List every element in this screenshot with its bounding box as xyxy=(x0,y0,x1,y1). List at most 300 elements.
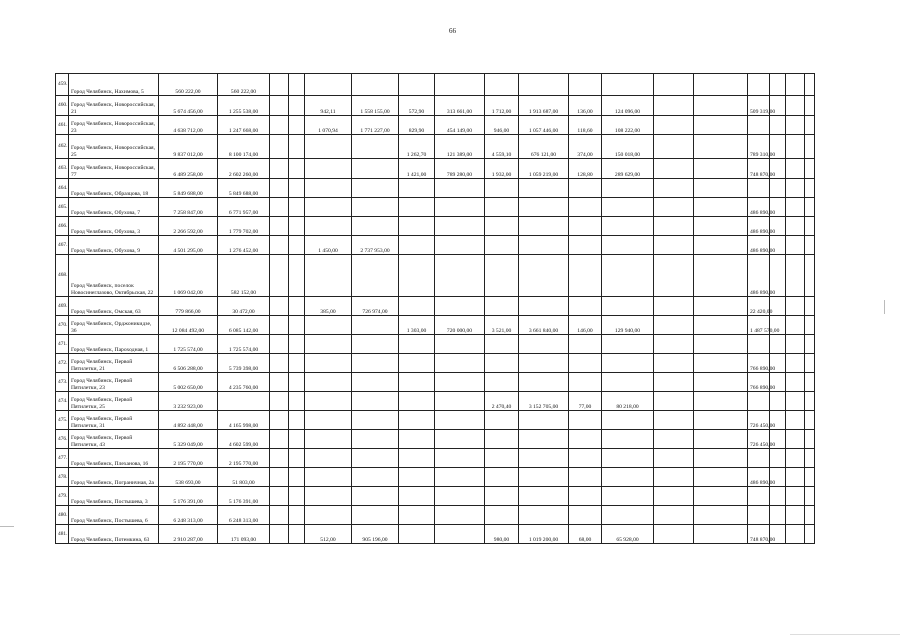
value-cell xyxy=(786,236,805,255)
value-cell: 7 258 847,00 xyxy=(159,198,218,217)
value-cell xyxy=(435,411,485,430)
value-cell xyxy=(352,411,399,430)
value-cell xyxy=(270,316,289,335)
value-cell xyxy=(770,335,786,354)
value-cell: 129 940,00 xyxy=(602,316,654,335)
value-cell: 22 420,00 xyxy=(748,297,770,316)
address-cell: Город Челябинск, Первой Пятилетки, 43 xyxy=(69,430,159,449)
value-cell xyxy=(435,392,485,411)
value-cell: 1 019 200,00 xyxy=(519,525,569,544)
value-cell xyxy=(602,236,654,255)
value-cell xyxy=(435,255,485,297)
value-cell: 4 165 998,00 xyxy=(218,411,270,430)
value-cell: 905 196,00 xyxy=(352,525,399,544)
value-cell xyxy=(654,506,694,525)
value-cell xyxy=(289,335,305,354)
value-cell xyxy=(569,354,602,373)
value-cell xyxy=(654,411,694,430)
value-cell xyxy=(602,217,654,236)
value-cell xyxy=(786,316,805,335)
value-cell xyxy=(289,74,305,96)
value-cell: 118,60 xyxy=(569,116,602,135)
value-cell xyxy=(654,96,694,116)
value-cell: 1 255 538,00 xyxy=(218,96,270,116)
value-cell: 1 247 668,00 xyxy=(218,116,270,135)
value-cell xyxy=(694,506,748,525)
value-cell xyxy=(519,487,569,506)
value-cell: 486 890,00 xyxy=(748,255,770,297)
value-cell: 454 149,00 xyxy=(435,116,485,135)
value-cell xyxy=(654,392,694,411)
value-cell xyxy=(352,449,399,468)
value-cell xyxy=(694,297,748,316)
value-cell xyxy=(435,373,485,392)
value-cell xyxy=(654,468,694,487)
value-cell xyxy=(694,116,748,135)
value-cell xyxy=(352,198,399,217)
table-row xyxy=(56,198,815,217)
value-cell xyxy=(805,255,815,297)
value-cell xyxy=(352,135,399,159)
address-cell: Город Челябинск, Первой Пятилетки, 23 xyxy=(69,373,159,392)
value-cell xyxy=(352,74,399,96)
value-cell xyxy=(805,525,815,544)
value-cell xyxy=(654,525,694,544)
row-number: 464. xyxy=(56,179,69,198)
value-cell xyxy=(485,430,519,449)
scan-margin-mark xyxy=(0,526,14,527)
value-cell: 538 693,00 xyxy=(159,468,218,487)
value-cell xyxy=(352,217,399,236)
value-cell xyxy=(519,373,569,392)
value-cell xyxy=(289,316,305,335)
value-cell xyxy=(485,179,519,198)
value-cell xyxy=(270,297,289,316)
value-cell xyxy=(305,159,352,179)
value-cell: 1 276 452,00 xyxy=(218,236,270,255)
value-cell xyxy=(786,506,805,525)
value-cell xyxy=(289,354,305,373)
value-cell xyxy=(485,297,519,316)
value-cell xyxy=(399,506,435,525)
value-cell xyxy=(519,468,569,487)
table-row xyxy=(56,179,815,198)
value-cell xyxy=(399,255,435,297)
value-cell xyxy=(786,159,805,179)
value-cell xyxy=(748,74,770,96)
address-cell: Город Челябинск, Постышева, 3 xyxy=(69,487,159,506)
value-cell: 1 558 155,00 xyxy=(352,96,399,116)
value-cell xyxy=(519,449,569,468)
value-cell xyxy=(654,373,694,392)
value-cell: 1 913 687,00 xyxy=(519,96,569,116)
value-cell xyxy=(786,392,805,411)
value-cell xyxy=(786,297,805,316)
value-cell xyxy=(602,449,654,468)
value-cell xyxy=(399,236,435,255)
value-cell: 980,00 xyxy=(485,525,519,544)
value-cell xyxy=(305,411,352,430)
value-cell xyxy=(654,297,694,316)
value-cell xyxy=(694,430,748,449)
table-row xyxy=(56,217,815,236)
value-cell xyxy=(289,217,305,236)
value-cell xyxy=(305,316,352,335)
value-cell xyxy=(694,159,748,179)
address-cell: Город Челябинск, Пароходная, 1 xyxy=(69,335,159,354)
value-cell xyxy=(805,74,815,96)
table-row xyxy=(56,373,815,392)
value-cell xyxy=(748,506,770,525)
row-number: 462. xyxy=(56,135,69,159)
value-cell xyxy=(519,179,569,198)
value-cell xyxy=(748,449,770,468)
row-number: 472. xyxy=(56,354,69,373)
value-cell: 1 069 042,00 xyxy=(159,255,218,297)
value-cell: 5 739 398,00 xyxy=(218,354,270,373)
value-cell xyxy=(270,506,289,525)
row-number: 479. xyxy=(56,487,69,506)
value-cell xyxy=(485,373,519,392)
register-table xyxy=(55,73,815,544)
value-cell xyxy=(805,354,815,373)
value-cell xyxy=(305,74,352,96)
value-cell xyxy=(786,449,805,468)
row-number: 477. xyxy=(56,449,69,468)
table-row xyxy=(56,74,815,96)
value-cell: 789 310,00 xyxy=(748,135,770,159)
value-cell: 4 602 599,00 xyxy=(218,430,270,449)
value-cell xyxy=(569,255,602,297)
value-cell: 5 176 391,00 xyxy=(218,487,270,506)
value-cell: 2 266 592,00 xyxy=(159,217,218,236)
value-cell xyxy=(694,236,748,255)
value-cell xyxy=(399,411,435,430)
value-cell: 1 725 574,00 xyxy=(218,335,270,354)
value-cell xyxy=(569,430,602,449)
value-cell xyxy=(748,179,770,198)
value-cell: 1 421,00 xyxy=(399,159,435,179)
value-cell xyxy=(805,430,815,449)
value-cell xyxy=(694,392,748,411)
value-cell: 2 195 770,00 xyxy=(159,449,218,468)
value-cell xyxy=(694,198,748,217)
value-cell: 1 932,00 xyxy=(485,159,519,179)
value-cell xyxy=(289,255,305,297)
value-cell: 150 018,00 xyxy=(602,135,654,159)
value-cell xyxy=(485,236,519,255)
value-cell xyxy=(569,468,602,487)
address-cell: Город Челябинск, Обухова, 3 xyxy=(69,217,159,236)
value-cell: 486 890,00 xyxy=(748,236,770,255)
value-cell xyxy=(399,392,435,411)
value-cell xyxy=(435,449,485,468)
value-cell: 2 470,40 xyxy=(485,392,519,411)
value-cell xyxy=(694,373,748,392)
value-cell: 4 892 448,00 xyxy=(159,411,218,430)
value-cell xyxy=(602,297,654,316)
value-cell xyxy=(654,236,694,255)
value-cell xyxy=(399,449,435,468)
value-cell xyxy=(654,354,694,373)
value-cell xyxy=(602,255,654,297)
value-cell xyxy=(654,430,694,449)
scan-margin-mark xyxy=(884,300,885,314)
value-cell: 77,00 xyxy=(569,392,602,411)
value-cell xyxy=(786,96,805,116)
value-cell: 171 093,00 xyxy=(218,525,270,544)
value-cell: 289 629,00 xyxy=(602,159,654,179)
value-cell xyxy=(435,217,485,236)
value-cell xyxy=(694,411,748,430)
value-cell xyxy=(569,373,602,392)
value-cell xyxy=(289,135,305,159)
value-cell xyxy=(805,217,815,236)
value-cell xyxy=(748,116,770,135)
value-cell: 4 638 712,00 xyxy=(159,116,218,135)
address-cell: Город Челябинск, Новороссийская, 25 xyxy=(69,135,159,159)
value-cell xyxy=(305,449,352,468)
value-cell: 4 559,10 xyxy=(485,135,519,159)
value-cell xyxy=(435,430,485,449)
value-cell xyxy=(569,217,602,236)
table-row xyxy=(56,411,815,430)
address-cell: Город Челябинск, Новороссийская, 77 xyxy=(69,159,159,179)
value-cell xyxy=(654,198,694,217)
address-cell: Город Челябинск, Орджоникидзе, 36 xyxy=(69,316,159,335)
value-cell: 313 661,00 xyxy=(435,96,485,116)
value-cell xyxy=(654,74,694,96)
value-cell xyxy=(435,179,485,198)
address-cell: Город Челябинск, Первой Пятилетки, 21 xyxy=(69,354,159,373)
value-cell xyxy=(602,373,654,392)
value-cell xyxy=(352,159,399,179)
value-cell xyxy=(289,116,305,135)
row-number: 460. xyxy=(56,96,69,116)
value-cell xyxy=(435,236,485,255)
table-row xyxy=(56,297,815,316)
value-cell xyxy=(654,449,694,468)
value-cell: 5 849 688,00 xyxy=(218,179,270,198)
value-cell: 560 222,00 xyxy=(218,74,270,96)
value-cell: 1 450,00 xyxy=(305,236,352,255)
address-cell: Город Челябинск, Первой Пятилетки, 25 xyxy=(69,392,159,411)
value-cell xyxy=(694,525,748,544)
value-cell xyxy=(602,506,654,525)
value-cell: 6 489 258,00 xyxy=(159,159,218,179)
value-cell: 51 803,00 xyxy=(218,468,270,487)
value-cell xyxy=(694,179,748,198)
value-cell: 128,80 xyxy=(569,159,602,179)
value-cell xyxy=(399,468,435,487)
value-cell: 726 450,00 xyxy=(748,430,770,449)
value-cell xyxy=(786,179,805,198)
value-cell xyxy=(305,487,352,506)
value-cell xyxy=(289,373,305,392)
value-cell xyxy=(569,74,602,96)
row-number: 469. xyxy=(56,297,69,316)
value-cell xyxy=(569,335,602,354)
value-cell xyxy=(786,525,805,544)
value-cell xyxy=(786,373,805,392)
table-row xyxy=(56,487,815,506)
value-cell xyxy=(602,411,654,430)
value-cell xyxy=(289,430,305,449)
value-cell xyxy=(770,116,786,135)
value-cell xyxy=(519,354,569,373)
value-cell xyxy=(485,217,519,236)
value-cell xyxy=(786,74,805,96)
value-cell xyxy=(435,468,485,487)
value-cell: 3 521,00 xyxy=(485,316,519,335)
value-cell xyxy=(270,335,289,354)
value-cell xyxy=(519,217,569,236)
row-number: 481. xyxy=(56,525,69,544)
value-cell xyxy=(786,468,805,487)
table-row xyxy=(56,159,815,179)
value-cell: 946,00 xyxy=(485,116,519,135)
table-row xyxy=(56,236,815,255)
value-cell xyxy=(305,335,352,354)
value-cell xyxy=(305,198,352,217)
value-cell xyxy=(270,373,289,392)
value-cell xyxy=(805,373,815,392)
value-cell xyxy=(485,198,519,217)
value-cell xyxy=(569,449,602,468)
value-cell: 1 487 570,00 xyxy=(748,316,770,335)
value-cell xyxy=(654,335,694,354)
value-cell xyxy=(602,335,654,354)
value-cell xyxy=(289,468,305,487)
value-cell xyxy=(270,392,289,411)
table-row xyxy=(56,430,815,449)
value-cell xyxy=(435,487,485,506)
value-cell xyxy=(352,335,399,354)
table-row xyxy=(56,354,815,373)
value-cell xyxy=(270,487,289,506)
value-cell xyxy=(786,255,805,297)
value-cell xyxy=(399,217,435,236)
value-cell xyxy=(352,392,399,411)
row-number: 476. xyxy=(56,430,69,449)
value-cell xyxy=(305,430,352,449)
value-cell xyxy=(602,354,654,373)
value-cell xyxy=(805,135,815,159)
value-cell xyxy=(435,354,485,373)
address-cell: Город Челябинск, поселок Новосинеглазово, Октябрьская, 22 xyxy=(69,255,159,297)
value-cell xyxy=(805,96,815,116)
value-cell: 1 303,00 xyxy=(399,316,435,335)
value-cell xyxy=(289,506,305,525)
value-cell xyxy=(602,487,654,506)
value-cell xyxy=(805,179,815,198)
value-cell xyxy=(654,487,694,506)
value-cell: 2 602 260,00 xyxy=(218,159,270,179)
value-cell xyxy=(270,96,289,116)
value-cell: 2 910 287,00 xyxy=(159,525,218,544)
value-cell xyxy=(270,135,289,159)
value-cell xyxy=(305,135,352,159)
value-cell xyxy=(485,487,519,506)
value-cell xyxy=(270,525,289,544)
value-cell: 676 121,00 xyxy=(519,135,569,159)
value-cell: 121 389,00 xyxy=(435,135,485,159)
value-cell: 726 974,00 xyxy=(352,297,399,316)
address-cell: Город Челябинск, Пограничная, 2а xyxy=(69,468,159,487)
row-number: 480. xyxy=(56,506,69,525)
row-number: 474. xyxy=(56,392,69,411)
value-cell xyxy=(399,74,435,96)
value-cell xyxy=(786,135,805,159)
value-cell xyxy=(805,468,815,487)
value-cell: 726 450,00 xyxy=(748,411,770,430)
value-cell xyxy=(270,468,289,487)
value-cell xyxy=(352,487,399,506)
value-cell: 6 248 313,00 xyxy=(159,506,218,525)
value-cell xyxy=(218,392,270,411)
value-cell xyxy=(694,316,748,335)
value-cell: 2 195 770,00 xyxy=(218,449,270,468)
value-cell xyxy=(805,335,815,354)
address-cell: Город Челябинск, Плеханова, 16 xyxy=(69,449,159,468)
address-cell: Город Челябинск, Постышева, 6 xyxy=(69,506,159,525)
value-cell xyxy=(399,354,435,373)
value-cell: 572,90 xyxy=(399,96,435,116)
page-number: 66 xyxy=(449,27,456,35)
value-cell: 6 085 142,00 xyxy=(218,316,270,335)
value-cell xyxy=(485,74,519,96)
value-cell xyxy=(786,335,805,354)
row-number: 463. xyxy=(56,159,69,179)
value-cell xyxy=(805,316,815,335)
value-cell xyxy=(805,411,815,430)
value-cell xyxy=(569,487,602,506)
value-cell: 1 059 219,00 xyxy=(519,159,569,179)
value-cell xyxy=(654,116,694,135)
value-cell xyxy=(569,236,602,255)
value-cell xyxy=(270,255,289,297)
value-cell: 2 737 953,00 xyxy=(352,236,399,255)
value-cell: 1 725 574,00 xyxy=(159,335,218,354)
value-cell xyxy=(519,335,569,354)
value-cell xyxy=(694,335,748,354)
table-row xyxy=(56,255,815,297)
value-cell xyxy=(770,74,786,96)
address-cell: Город Челябинск, Обухова, 9 xyxy=(69,236,159,255)
value-cell xyxy=(786,116,805,135)
table-row xyxy=(56,135,815,159)
value-cell xyxy=(270,198,289,217)
value-cell xyxy=(270,217,289,236)
value-cell: 1 779 702,00 xyxy=(218,217,270,236)
address-cell: Город Челябинск, Образцова, 18 xyxy=(69,179,159,198)
value-cell: 829,90 xyxy=(399,116,435,135)
value-cell xyxy=(519,74,569,96)
value-cell xyxy=(786,487,805,506)
value-cell xyxy=(435,198,485,217)
value-cell: 4 235 760,00 xyxy=(218,373,270,392)
value-cell xyxy=(399,430,435,449)
value-cell: 124 096,00 xyxy=(602,96,654,116)
value-cell xyxy=(289,297,305,316)
value-cell xyxy=(305,373,352,392)
value-cell: 6 506 288,00 xyxy=(159,354,218,373)
table-row xyxy=(56,116,815,135)
value-cell: 4 501 295,00 xyxy=(159,236,218,255)
value-cell xyxy=(694,74,748,96)
value-cell xyxy=(270,116,289,135)
value-cell xyxy=(352,506,399,525)
